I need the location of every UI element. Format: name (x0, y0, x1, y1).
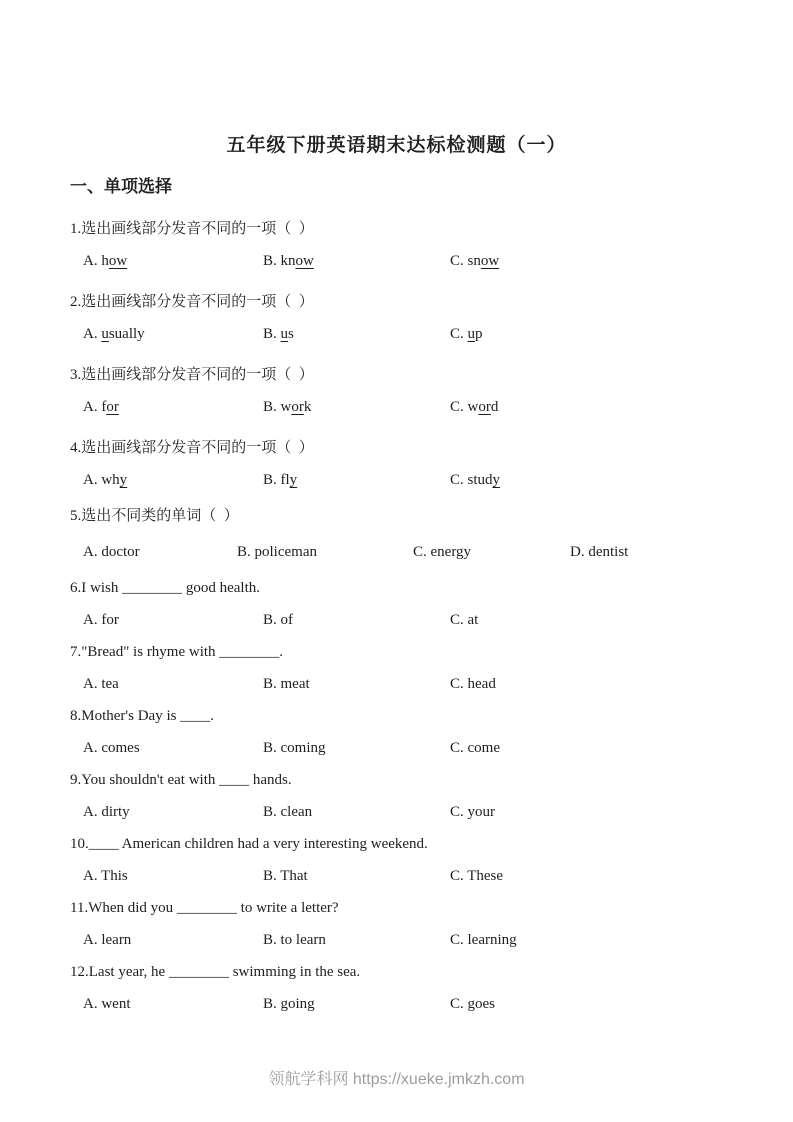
options-row (70, 253, 723, 269)
option-underlined-letters: u (467, 326, 476, 342)
option-text: B. to learn (263, 932, 326, 948)
question-6 (70, 580, 723, 628)
option-b (263, 612, 450, 628)
section-heading: 一、单项选择 (70, 177, 172, 196)
option-text: C. (450, 326, 468, 342)
option-c (450, 932, 723, 948)
question-stem: 5.选出不同类的单词（ ） (70, 508, 239, 524)
options-row (70, 996, 723, 1012)
option-a (83, 804, 263, 820)
option-b (263, 326, 450, 342)
option-b (263, 868, 450, 884)
exam-content (70, 134, 723, 1028)
option-d (570, 544, 723, 560)
option-b (263, 399, 450, 415)
option-text: B. policeman (237, 544, 317, 560)
option-a (83, 472, 263, 488)
option-a (83, 996, 263, 1012)
options-row (70, 544, 723, 560)
question-1 (70, 221, 723, 269)
option-a (83, 868, 263, 884)
option-c (450, 472, 723, 488)
option-c (450, 612, 723, 628)
option-text: A. This (83, 868, 128, 884)
option-b (237, 544, 413, 560)
question-stem: 7."Bread" is rhyme with ________. (70, 644, 284, 660)
option-text: A. went (83, 996, 131, 1012)
question-stem: 4.选出画线部分发音不同的一项（ ） (70, 440, 314, 456)
option-text: A. for (83, 612, 119, 628)
question-stem: 12.Last year, he ________ swimming in the sea. (70, 964, 361, 980)
option-underlined-letters: y (492, 472, 501, 488)
question-10 (70, 836, 723, 884)
option-text: A. tea (83, 676, 119, 692)
option-c (450, 804, 723, 820)
option-text: A. h (83, 253, 109, 269)
option-c (413, 544, 570, 560)
question-11 (70, 900, 723, 948)
option-text: k (303, 399, 312, 415)
option-text: C. head (450, 676, 496, 692)
options-row (70, 612, 723, 628)
option-underlined-letters: ow (480, 253, 500, 269)
option-c (450, 253, 723, 269)
question-12 (70, 964, 723, 1012)
option-c (450, 676, 723, 692)
option-b (263, 932, 450, 948)
options-row (70, 472, 723, 488)
option-a (83, 612, 263, 628)
option-text: s (288, 326, 294, 342)
question-stem: 8.Mother's Day is ____. (70, 708, 214, 724)
options-row (70, 868, 723, 884)
option-a (83, 544, 237, 560)
option-underlined-letters: u (101, 326, 109, 342)
page-title: 五年级下册英语期末达标检测题（一） (226, 135, 567, 156)
option-a (83, 399, 263, 415)
option-text: B. kn (263, 253, 296, 269)
option-text: B. meat (263, 676, 310, 692)
option-text: A. learn (83, 932, 132, 948)
question-7 (70, 644, 723, 692)
options-row (70, 676, 723, 692)
option-text: C. come (450, 740, 500, 756)
option-b (263, 676, 450, 692)
option-text: B. That (263, 868, 308, 884)
option-c (450, 868, 723, 884)
option-text: B. fl (263, 472, 290, 488)
option-text: C. sn (450, 253, 481, 269)
option-a (83, 932, 263, 948)
option-b (263, 253, 450, 269)
option-c (450, 996, 723, 1012)
option-text: A. (83, 326, 102, 342)
question-stem: 11.When did you ________ to write a letter? (70, 900, 339, 916)
question-stem: 3.选出画线部分发音不同的一项（ ） (70, 367, 314, 383)
option-a (83, 740, 263, 756)
option-text: B. going (263, 996, 315, 1012)
option-text: A. dirty (83, 804, 130, 820)
options-row (70, 326, 723, 342)
option-text: C. energy (413, 544, 472, 560)
option-text: C. goes (450, 996, 495, 1012)
question-stem: 10.____ American children had a very interesting weekend. (70, 836, 428, 852)
option-text: d (490, 399, 499, 415)
option-underlined-letters: y (289, 472, 298, 488)
option-text: sually (108, 326, 145, 342)
option-text: B. of (263, 612, 293, 628)
question-stem: 6.I wish ________ good health. (70, 580, 260, 596)
option-underlined-letters: ow (108, 253, 128, 269)
options-row (70, 932, 723, 948)
question-2 (70, 294, 723, 342)
option-underlined-letters: or (478, 399, 491, 415)
question-stem: 2.选出画线部分发音不同的一项（ ） (70, 294, 314, 310)
option-c (450, 740, 723, 756)
option-text: A. doctor (83, 544, 140, 560)
option-underlined-letters: ow (295, 253, 314, 269)
options-row (70, 804, 723, 820)
option-text: A. f (83, 399, 107, 415)
options-row (70, 740, 723, 756)
option-text: B. w (263, 399, 292, 415)
option-underlined-letters: u (280, 326, 289, 342)
option-c (450, 326, 723, 342)
option-b (263, 472, 450, 488)
question-4 (70, 440, 723, 488)
option-underlined-letters: or (106, 399, 119, 415)
option-underlined-letters: y (119, 472, 128, 488)
question-9 (70, 772, 723, 820)
footer-watermark: 领航学科网 https://xueke.jmkzh.com (268, 1071, 525, 1088)
option-text: C. learning (450, 932, 517, 948)
option-text: B. (263, 326, 281, 342)
option-text: C. These (450, 868, 504, 884)
option-c (450, 399, 723, 415)
option-text: D. dentist (570, 544, 629, 560)
option-text: C. your (450, 804, 495, 820)
question-list (70, 221, 723, 1012)
question-3 (70, 367, 723, 415)
option-text: A. wh (83, 472, 120, 488)
option-b (263, 740, 450, 756)
question-stem: 1.选出画线部分发音不同的一项（ ） (70, 221, 314, 237)
options-row (70, 399, 723, 415)
option-text: p (475, 326, 483, 342)
option-text: C. stud (450, 472, 493, 488)
option-text: A. comes (83, 740, 140, 756)
option-a (83, 326, 263, 342)
option-underlined-letters: or (291, 399, 304, 415)
question-8 (70, 708, 723, 756)
option-text: B. clean (263, 804, 313, 820)
option-b (263, 996, 450, 1012)
option-a (83, 676, 263, 692)
option-text: B. coming (263, 740, 326, 756)
option-b (263, 804, 450, 820)
question-5 (70, 508, 723, 560)
option-text: C. w (450, 399, 479, 415)
option-a (83, 253, 263, 269)
option-text: C. at (450, 612, 479, 628)
question-stem: 9.You shouldn't eat with ____ hands. (70, 772, 292, 788)
